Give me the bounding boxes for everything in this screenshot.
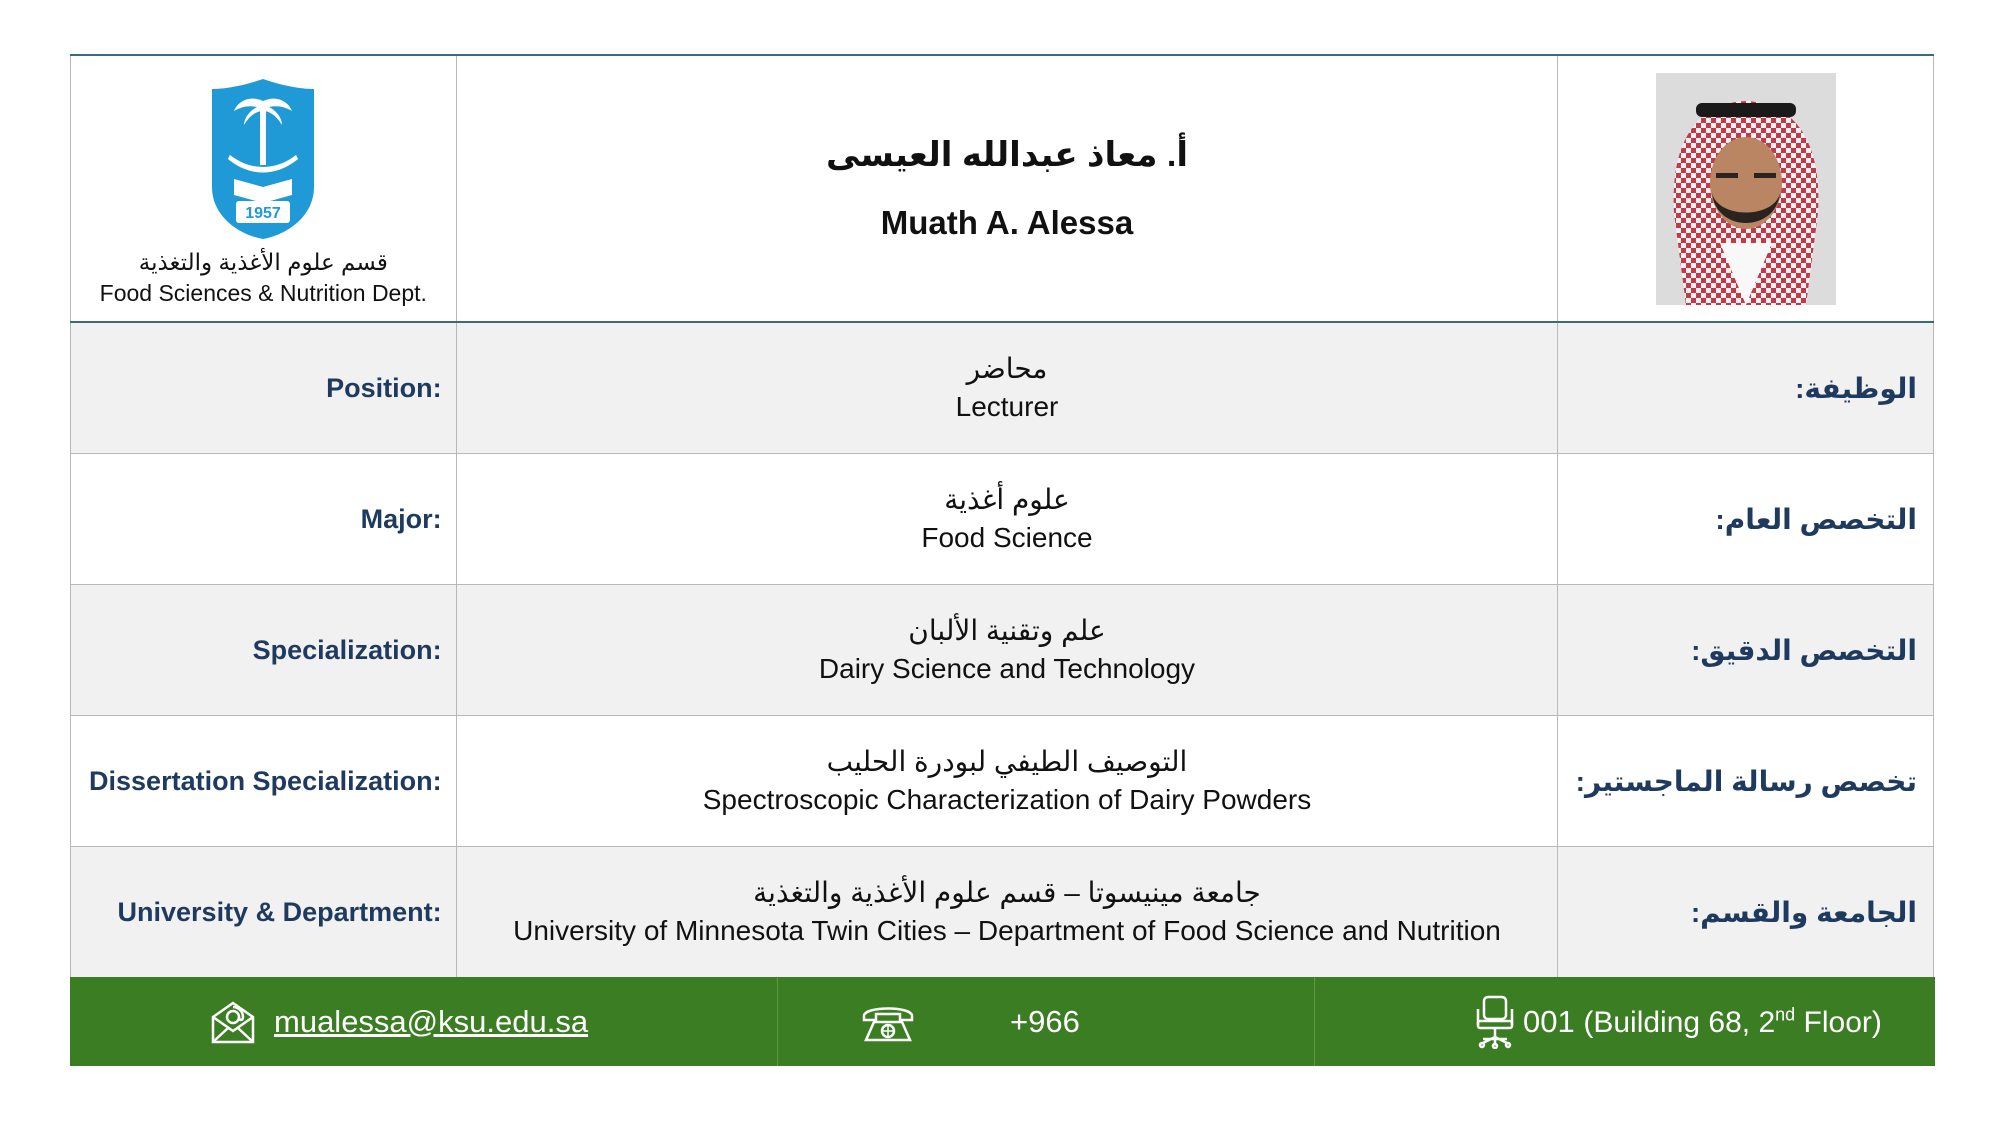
dissertation-value [456,716,1558,847]
phone-number[interactable]: +966 [1010,1003,1080,1039]
email-link[interactable]: mualessa@ksu.edu.sa [274,1003,589,1039]
university-label-ar: الجامعة والقسم: [1558,847,1934,978]
person-name-ar: أ. معاذ عبدالله العيسى [825,135,1189,174]
position-label-en: Position: [71,322,457,454]
position-value [456,322,1558,454]
office-number: 001 [1523,1003,1575,1039]
position-label-ar: الوظيفة: [1558,322,1934,454]
office-location [1523,1004,1882,1040]
contact-footer [70,977,1935,1066]
name-cell [456,55,1558,322]
photo-cell [1558,55,1934,322]
major-label-ar: التخصص العام: [1558,454,1934,585]
specialization-value-en: Dairy Science and Technology [818,653,1196,684]
major-row [71,454,1934,585]
dissertation-value-ar: التوصيف الطيفي لبودرة الحليب [826,746,1188,777]
university-value [456,847,1558,978]
major-label-en: Major: [71,454,457,585]
major-value-en: Food Science [921,522,1093,553]
department-name-en: Food Sciences & Nutrition Dept. [99,279,427,306]
office-detail-sup: nd [1775,1004,1796,1025]
dissertation-label-en: Dissertation Specialization: [71,716,457,847]
office-cell [1314,977,1935,1066]
position-row [71,322,1934,454]
office-chair-icon [1475,995,1515,1049]
logo-year: 1957 [245,204,282,222]
phone-cell [777,977,1314,1066]
dissertation-value-en: Spectroscopic Characterization of Dairy Powders [702,784,1312,815]
specialization-label-ar: التخصص الدقيق: [1558,585,1934,716]
email-icon [210,999,256,1045]
department-name-ar: قسم علوم الأغذية والتغذية [138,248,388,275]
dissertation-label-ar: تخصص رسالة الماجستير: [1558,716,1934,847]
major-value [456,454,1558,585]
profile-table [70,54,1934,978]
specialization-value-ar: علم وتقنية الألبان [908,615,1106,646]
specialization-value [456,585,1558,716]
profile-photo [1656,73,1836,305]
university-value-ar: جامعة مينيسوتا – قسم علوم الأغذية والتغذية [753,877,1261,908]
university-logo [210,77,316,241]
major-value-ar: علوم أغذية [944,484,1070,515]
position-value-ar: محاضر [966,353,1048,384]
specialization-row [71,585,1934,716]
telephone-icon [860,1000,916,1044]
header-row [71,55,1934,322]
specialization-label-en: Specialization: [71,585,457,716]
email-cell [70,977,777,1066]
office-detail-pre: (Building 68, 2 [1583,1005,1776,1039]
dissertation-row [71,716,1934,847]
university-row [71,847,1934,978]
logo-cell [71,55,457,322]
university-label-en: University & Department: [71,847,457,978]
profile-card [70,54,1934,978]
person-name-en: Muath A. Alessa [880,203,1134,241]
university-value-en: University of Minnesota Twin Cities – Department of Food Science and Nutrition [513,915,1501,946]
office-detail-post: Floor) [1795,1005,1882,1039]
position-value-en: Lecturer [955,391,1059,422]
